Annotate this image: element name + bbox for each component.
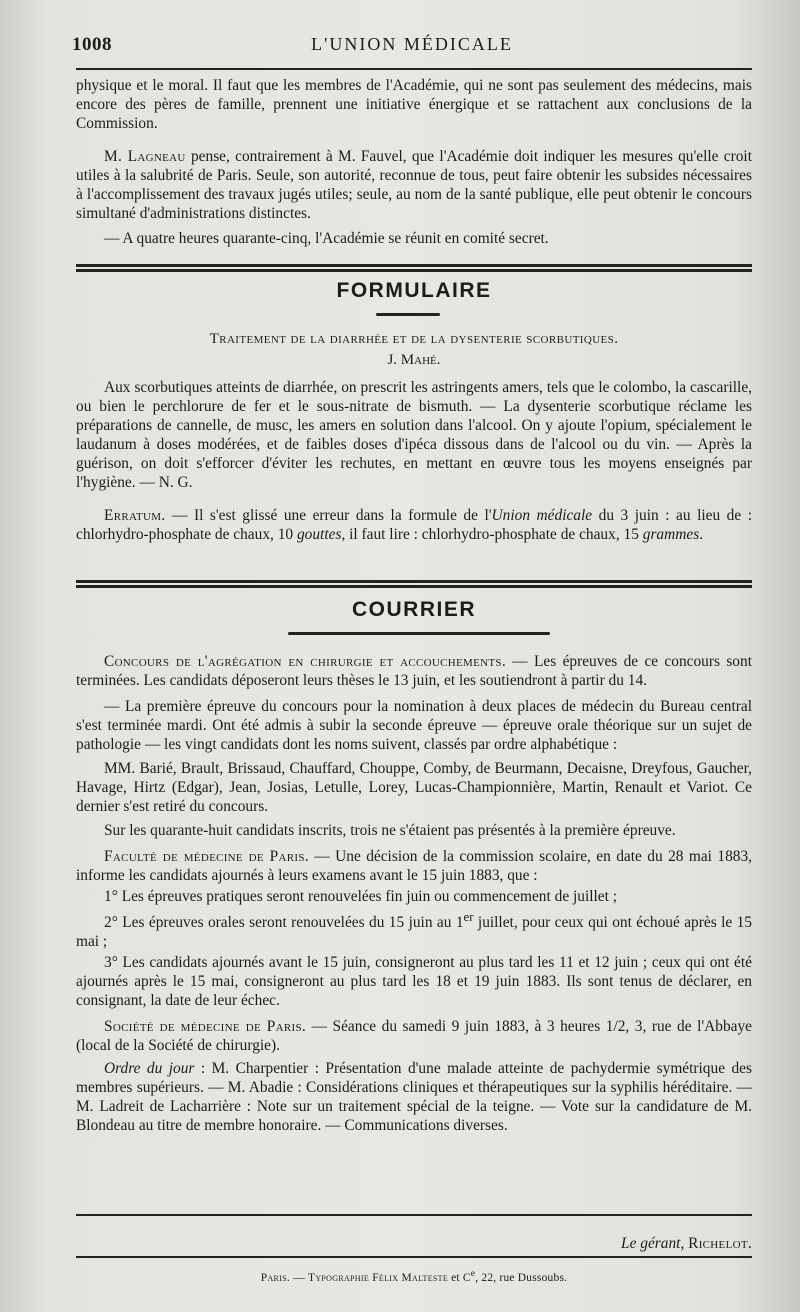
societe-text: — Séance du samedi 9 juin 1883, à 3 heures 1/2, 3, rue de l'Abbaye (local de la Société de chirurgie). bbox=[76, 1018, 752, 1055]
courrier-concours bbox=[76, 652, 752, 690]
courrier-candidates: MM. Barié, Brault, Brissaud, Chauffard, Chouppe, Comby, de Beurmann, Decaisne, Dreyfous, Gaucher, Havage, Hirtz (Edgar), Jean, Josias, Letulle, Lorey, Lucas-Championnière, Martin, Renault et Variot. Ce dernier s'est retiré du concours. bbox=[76, 760, 752, 815]
page-header bbox=[72, 34, 752, 58]
footer-text-c: , 22, rue Dussoubs. bbox=[475, 1271, 568, 1284]
formulaire-author: J. Mahé. bbox=[387, 352, 441, 368]
footer-text-a: Paris. — Typographie Félix bbox=[260, 1271, 402, 1284]
faculte-label: Faculté de médecine de Paris. bbox=[104, 848, 309, 865]
erratum-journal: Union médicale bbox=[491, 507, 593, 524]
footer-printer: Malteste bbox=[401, 1271, 449, 1284]
concours-text: — Les épreuves de ce concours sont terminées. Les candidats déposeront leurs thèses le 13 juin, et les soutiendront à partir du 14. bbox=[76, 653, 752, 689]
signature: Le gérant, Richelot. bbox=[621, 1235, 752, 1252]
item-2-text-b: juillet, pour ceux qui ont échoué après le 15 mai ; bbox=[76, 914, 752, 951]
formulaire-subtitle: Traitement de la diarrhée et de la dysenterie scorbutiques. bbox=[209, 331, 619, 347]
erratum-grammes: grammes bbox=[642, 526, 700, 543]
courrier-top-rule bbox=[76, 580, 752, 583]
erratum-text-c: , il faut lire : chlorhydro-phosphate de chaux, 15 bbox=[341, 526, 643, 543]
footer-text-b: et C bbox=[448, 1271, 471, 1284]
signature-block bbox=[76, 1234, 752, 1253]
courrier-section bbox=[76, 652, 752, 1135]
header-rule bbox=[76, 68, 752, 70]
courrier-bureau-central: — La première épreuve du concours pour la nomination à deux places de médecin du Bureau central s'est terminée mardi. Ont été admis à subir la seconde épreuve — épreuve orale théorique sur un sujet de pathologie — les vingt candidats dont les noms suivent, classés par ordre alphabétique : bbox=[76, 698, 752, 753]
courrier-heading: COURRIER bbox=[351, 598, 476, 621]
imprint-footer bbox=[76, 1268, 752, 1284]
formulaire-body: Aux scorbutiques atteints de diarrhée, on prescrit les astringents amers, tels que le colombo, la cascarille, ou bien le perchlorure de fer et le sous-nitrate de bismuth. — La dysenterie scorbutique réclame les préparations de cannelle, de musc, les amers en solution dans l'alcool. On y ajoute l'opium, spécialement le laudanum à doses modérées, et de faibles doses d'ipéca dissous dans de l'alcool ou du vin. — Après la guérison, on doit s'efforcer d'éviter les rechutes, en mettant en œuvre tous les moyens enseignés par l'hygiène. — N. G. bbox=[76, 379, 752, 491]
speaker-text: pense, contrairement à M. Fauvel, que l'Académie doit indiquer les mesures qu'elle croit utiles à la salubrité de Paris. Seule, son autorité, reconnue de tous, peut faire obtenir les subsides nécessaires à l'accomplissement des travaux jugés utiles; seule, au nom de la santé publique, elle peut obtenir le concours simultané d'administrations distinctes. bbox=[76, 148, 752, 222]
erratum-label: Erratum. bbox=[104, 507, 166, 524]
running-title: L'UNION MÉDICALE bbox=[311, 34, 513, 54]
erratum-text-b: du 3 juin : au lieu de : chlorhydro-phosphate de chaux, 10 bbox=[76, 507, 753, 543]
ordre-label: Ordre du jour bbox=[104, 1060, 195, 1078]
opening-paragraph-2 bbox=[76, 147, 752, 223]
formulaire-ornament-rule bbox=[376, 313, 440, 316]
courrier-ordre-du-jour bbox=[76, 1059, 752, 1135]
courrier-item-2 bbox=[76, 908, 752, 951]
footer-rule bbox=[76, 1256, 752, 1258]
faculte-text: — Une décision de la commission scolaire, en date du 28 mai 1883, informe les candidats ajournés à leurs examens avant le 15 juin 1883, que : bbox=[76, 848, 752, 884]
formulaire-section bbox=[76, 330, 752, 544]
formulaire-heading: FORMULAIRE bbox=[336, 279, 492, 302]
opening-paragraph-1: physique et le moral. Il faut que les membres de l'Académie, qui ne sont pas seulement des médecins, mais encore des pères de famille, prennent une initiative énergique et se rattachent aux conclusions de la Commission. bbox=[76, 77, 752, 132]
societe-label: Société de médecine de Paris. bbox=[104, 1018, 307, 1036]
item-2-superscript: er bbox=[463, 910, 474, 924]
courrier-item-3: 3° Les candidats ajournés avant le 15 juin, consigneront au plus tard les 11 et 12 juin ; ceux qui ont été ajournés après le 15 mai, consigneront au plus tard les 18 et 19 juin 1883. Ils sont tenus de déclarer, en consignant, la date de leur échec. bbox=[76, 954, 752, 1010]
courrier-inscrits: Sur les quarante-huit candidats inscrits, trois ne s'étaient pas présentés à la première épreuve. bbox=[104, 822, 676, 839]
courrier-societe bbox=[76, 1017, 752, 1055]
ordre-text: : M. Charpentier : Présentation d'une malade atteinte de pachydermie symétrique des membres supérieurs. — M. Abadie : Considérations cliniques et thérapeutiques sur la syphilis héréditaire. — M. Ladreit de Lacharrière : Note sur un traitement spécial de la teigne. — Vote sur la candidature de M. Blondeau au titre de membre honoraire. — Communications diverses. bbox=[76, 1060, 752, 1135]
signature-label: Le gérant bbox=[621, 1235, 681, 1252]
formulaire-top-rule bbox=[76, 264, 752, 267]
courrier-ornament-rule bbox=[288, 632, 550, 635]
concours-label: Concours de l'agrégation en chirurgie et accouchements. bbox=[104, 653, 506, 670]
erratum-end: . bbox=[699, 526, 704, 543]
signature-name: Richelot. bbox=[688, 1235, 752, 1252]
signature-top-rule bbox=[76, 1214, 752, 1216]
erratum-text-a: — Il s'est glissé une erreur dans la formule de l' bbox=[165, 507, 492, 524]
opening-section bbox=[76, 76, 752, 248]
erratum-gouttes: gouttes bbox=[296, 526, 342, 543]
erratum-paragraph bbox=[76, 506, 752, 544]
page-number: 1008 bbox=[72, 34, 112, 55]
speaker-name: M. Lagneau bbox=[104, 148, 186, 165]
opening-paragraph-3: — A quatre heures quarante-cinq, l'Académie se réunit en comité secret. bbox=[104, 230, 549, 247]
item-2-text-a: 2° Les épreuves orales seront renouvelées du 15 juin au 1 bbox=[104, 914, 464, 932]
courrier-item-1: 1° Les épreuves pratiques seront renouvelées fin juin ou commencement de juillet ; bbox=[104, 888, 618, 905]
footer-superscript: e bbox=[470, 1268, 476, 1279]
courrier-faculte bbox=[76, 847, 752, 885]
